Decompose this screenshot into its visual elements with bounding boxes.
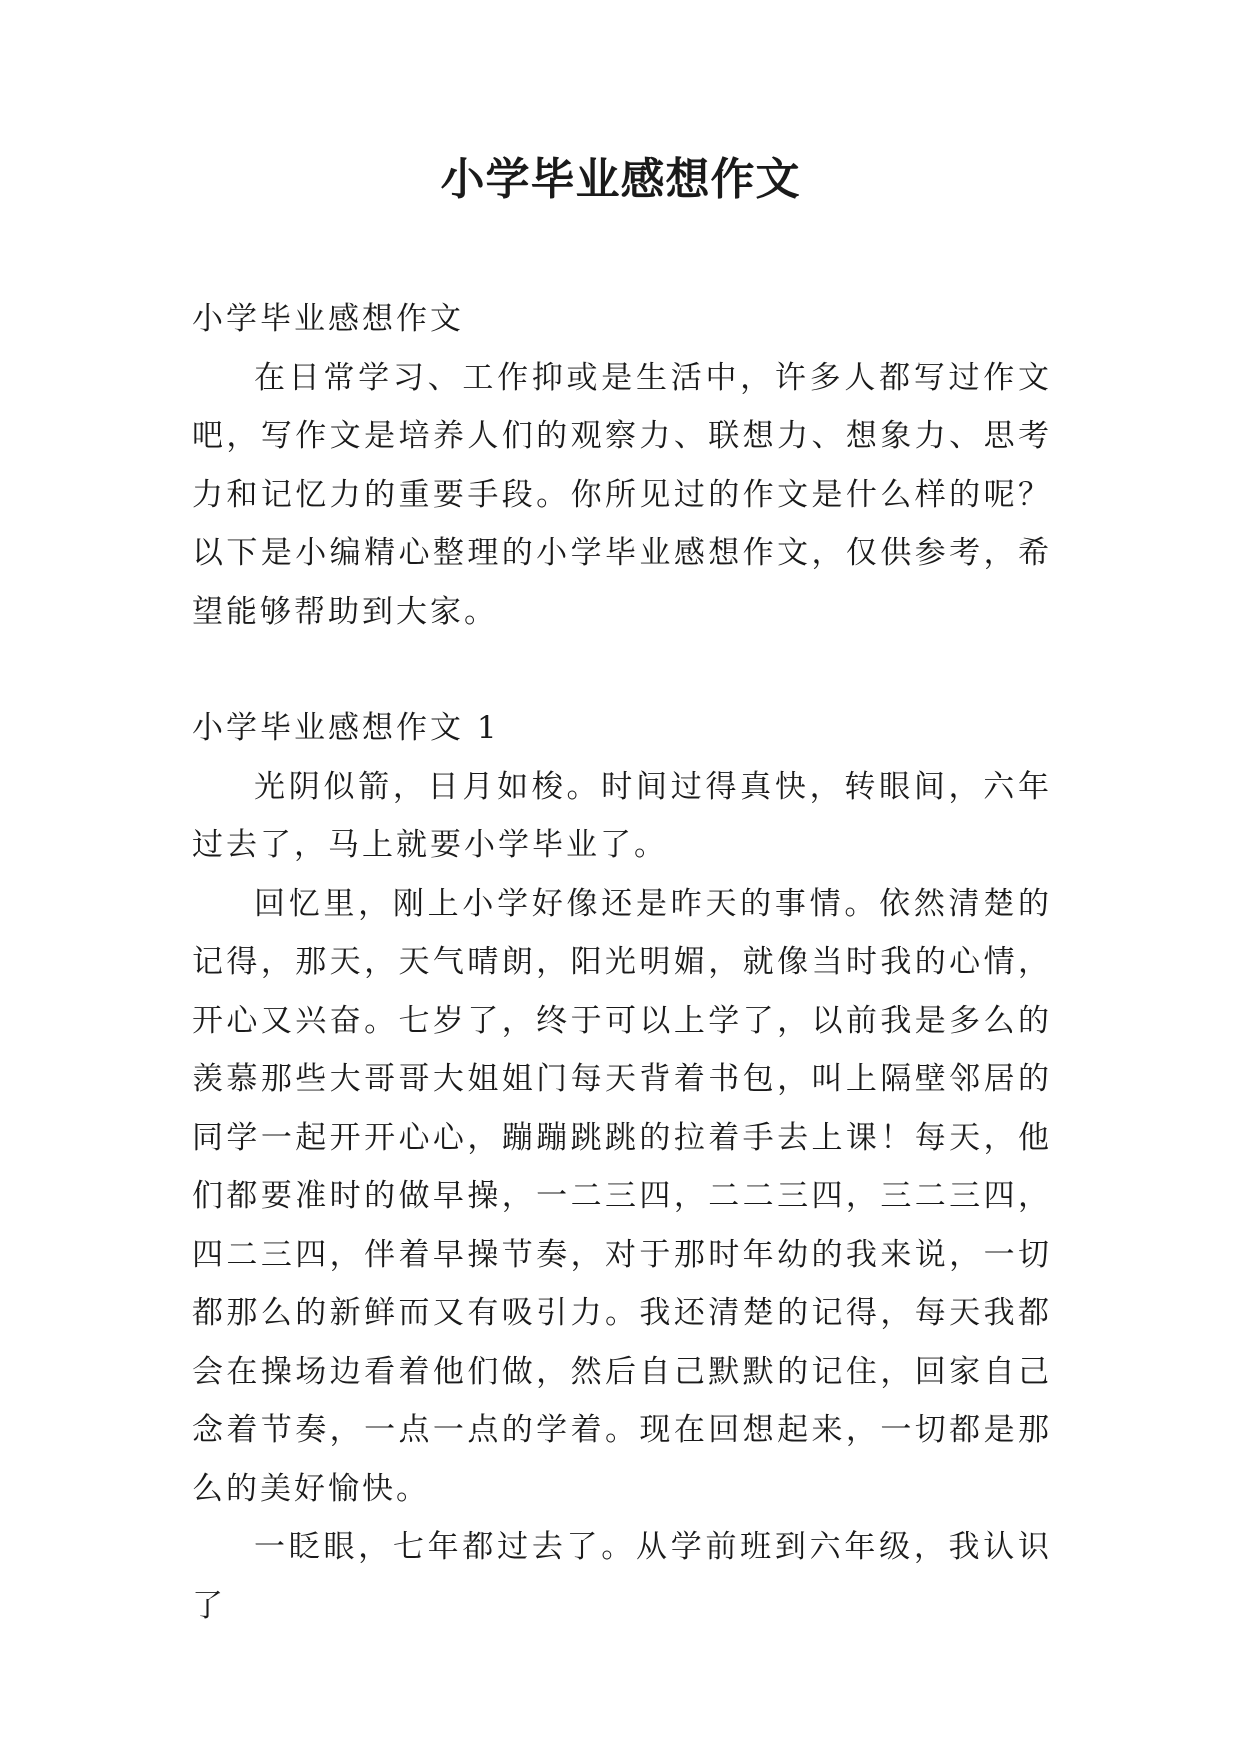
document-title: 小学毕业感想作文 [440, 154, 801, 205]
body-paragraph: 光阴似箭，日月如梭。时间过得真快，转眼间，六年过去了，马上就要小学毕业了。 [192, 768, 1052, 863]
body-paragraph: 一眨眼，七年都过去了。从学前班到六年级，我认识了 [192, 1529, 1052, 1624]
intro-paragraph: 在日常学习、工作抑或是生活中，许多人都写过作文吧，写作文是培养人们的观察力、联想力、想象力、思考力和记忆力的重要手段。你所见过的作文是什么样的呢？以下是小编精心整理的小学毕业感想作文，仅供参考，希望能够帮助到大家。 [192, 359, 1052, 630]
section-heading: 小学毕业感想作文 1 [192, 710, 500, 746]
body-paragraph: 回忆里，刚上小学好像还是昨天的事情。依然清楚的记得，那天，天气晴朗，阳光明媚，就像当时我的心情，开心又兴奋。七岁了，终于可以上学了，以前我是多么的羡慕那些大哥哥大姐姐门每天背着书包，叫上隔壁邻居的同学一起开开心心，蹦蹦跳跳的拉着手去上课！每天，他们都要准时的做早操，一二三四，二二三四，三二三四，四二三四，伴着早操节奏，对于那时年幼的我来说，一切都那么的新鲜而又有吸引力。我还清楚的记得，每天我都会在操场边看着他们做，然后自己默默的记住，回家自己念着节奏，一点一点的学着。现在回想起来，一切都是那么的美好愉快。 [192, 885, 1052, 1507]
document-body [192, 290, 1052, 1635]
document-subtitle: 小学毕业感想作文 [192, 301, 464, 337]
